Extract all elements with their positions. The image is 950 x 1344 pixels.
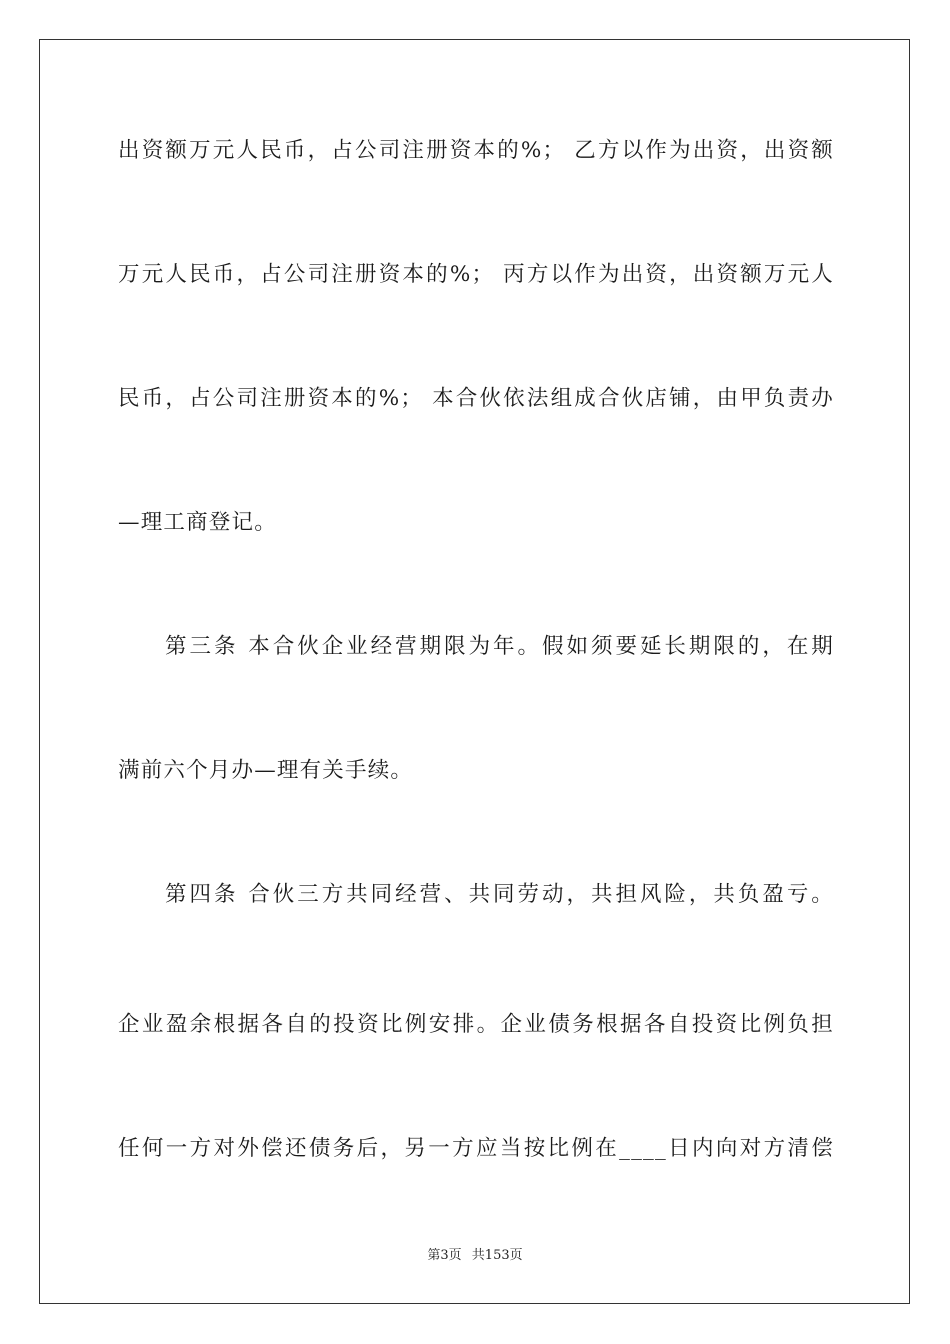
body-text-line-9: 任何一方对外偿还债务后，另一方应当按比例在____日内向对方清偿 [118,1136,834,1161]
article-3-heading-line: 第三条 本合伙企业经营期限为年。假如须要延长期限的，在期 [165,634,834,659]
page-border [39,39,910,1304]
article-4-heading-line: 第四条 合伙三方共同经营、共同劳动，共担风险，共负盈亏。 [165,882,834,907]
page-number: 第3页 [427,1248,462,1263]
body-text-line-6: 满前六个月办—理有关手续。 [118,758,414,783]
total-pages: 共153页 [471,1248,523,1263]
body-text-line-8: 企业盈余根据各自的投资比例安排。企业债务根据各自投资比例负担 [118,1012,834,1037]
body-text-line-1: 出资额万元人民币，占公司注册资本的%； 乙方以作为出资，出资额 [118,138,834,163]
body-text-line-3: 民币，占公司注册资本的%； 本合伙依法组成合伙店铺，由甲负责办 [118,386,834,411]
body-text-line-4: —理工商登记。 [118,510,277,535]
page-footer [0,1248,950,1264]
body-text-line-2: 万元人民币，占公司注册资本的%； 丙方以作为出资，出资额万元人 [118,262,834,287]
